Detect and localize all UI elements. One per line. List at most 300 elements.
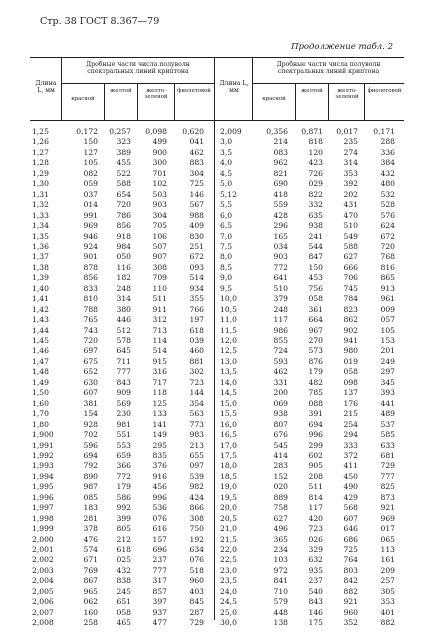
left-yellow-green-cell: 916 xyxy=(152,471,167,481)
left-yellow-cell: 588 xyxy=(116,179,131,189)
table-row xyxy=(0,608,427,619)
right-red-cell: 248 xyxy=(273,304,288,314)
right-red-cell: 758 xyxy=(273,503,288,513)
left-length-cell: 2,002 xyxy=(32,555,54,565)
left-length-cell: 1,49 xyxy=(32,377,49,387)
left-col-yellow: желтой xyxy=(110,88,132,94)
page-header: Стр. 38 ГОСТ 8.367—79 xyxy=(40,16,160,27)
left-length-header: Длина L, мм xyxy=(35,80,57,95)
left-yellow-green-cell: 701 xyxy=(152,168,167,178)
left-length-cell: 1,36 xyxy=(32,241,49,251)
left-red-cell: 720 xyxy=(83,336,98,345)
left-violet-cell: 773 xyxy=(189,419,204,429)
right-red-cell: 593 xyxy=(273,356,288,366)
left-violet-cell: 539 xyxy=(189,471,204,481)
left-violet-cell: 213 xyxy=(189,440,204,450)
left-red-cell: 281 xyxy=(83,513,98,523)
table-row xyxy=(0,451,427,462)
left-red-cell: 062 xyxy=(83,597,98,607)
table-row xyxy=(0,232,427,243)
right-yellow-cell: 058 xyxy=(308,294,323,304)
right-length-cell: 10,0 xyxy=(220,294,237,304)
right-yellow-cell: 843 xyxy=(308,597,323,607)
left-yellow-cell: 651 xyxy=(116,597,131,607)
left-yellow-green-cell: 312 xyxy=(152,315,167,325)
left-length-cell: 1,35 xyxy=(32,231,49,241)
left-yellow-green-cell: 376 xyxy=(152,461,167,471)
right-yellow-cell: 270 xyxy=(308,336,323,345)
left-length-cell: 1,26 xyxy=(32,137,49,147)
left-yellow-green-cell: 915 xyxy=(152,356,167,366)
left-red-cell: 160 xyxy=(83,607,98,617)
left-red-cell: 059 xyxy=(83,179,98,189)
left-length-cell: 1,29 xyxy=(32,168,49,178)
left-red-cell: 694 xyxy=(83,450,98,460)
right-group-header: Дробные части числа полуволн спектральных линий криптона xyxy=(276,61,381,76)
right-yellow-green-cell: 706 xyxy=(343,273,358,283)
left-red-cell: 856 xyxy=(83,273,98,283)
right-red-cell: 545 xyxy=(273,440,288,450)
right-yellow-cell: 540 xyxy=(308,586,323,596)
table-row xyxy=(0,535,427,546)
left-yellow-green-cell: 118 xyxy=(152,388,167,398)
left-yellow-green-cell: 125 xyxy=(152,398,167,408)
right-yellow-green-cell: 803 xyxy=(343,565,358,575)
right-yellow-cell: 482 xyxy=(308,377,323,387)
right-yellow-cell: 453 xyxy=(308,273,323,283)
left-length-cell: 1,47 xyxy=(32,356,49,366)
left-yellow-cell: 465 xyxy=(116,618,131,628)
right-red-cell: 0,356 xyxy=(266,127,288,136)
right-yellow-green-cell: 764 xyxy=(343,555,358,565)
left-yellow-green-cell: 705 xyxy=(152,221,167,231)
right-length-cell: 9,0 xyxy=(220,273,233,283)
right-violet-cell: 065 xyxy=(380,534,395,544)
left-yellow-cell: 212 xyxy=(116,534,131,544)
right-red-cell: 418 xyxy=(273,189,288,199)
left-yellow-cell: 838 xyxy=(116,576,131,586)
left-yellow-cell: 116 xyxy=(116,262,131,272)
left-violet-cell: 0,620 xyxy=(182,127,204,136)
right-violet-cell: 384 xyxy=(380,158,395,168)
right-length-cell: 7,5 xyxy=(220,241,233,251)
right-violet-cell: 209 xyxy=(380,565,395,575)
right-red-cell: 214 xyxy=(273,137,288,147)
right-yellow-cell: 602 xyxy=(308,450,323,460)
right-violet-cell: 882 xyxy=(380,618,395,628)
right-yellow-cell: 088 xyxy=(308,398,323,408)
right-length-cell: 20,0 xyxy=(220,503,237,513)
left-col-divider-1 xyxy=(104,83,105,120)
left-violet-cell: 197 xyxy=(189,315,204,325)
left-length-cell: 2,006 xyxy=(32,597,54,607)
right-length-cell: 8,0 xyxy=(220,252,233,262)
right-violet-cell: 969 xyxy=(380,513,395,523)
left-yellow-cell: 981 xyxy=(116,419,131,429)
right-violet-cell: 681 xyxy=(380,450,395,460)
left-yellow-green-cell: 857 xyxy=(152,586,167,596)
left-length-cell: 1,40 xyxy=(32,283,49,293)
left-yellow-cell: 182 xyxy=(116,273,131,283)
left-yellow-cell: 050 xyxy=(116,252,131,262)
right-length-cell: 10,5 xyxy=(220,304,237,314)
right-red-cell: 496 xyxy=(273,524,288,534)
right-violet-cell: 345 xyxy=(380,377,395,387)
left-length-cell: 1,27 xyxy=(32,147,49,157)
right-yellow-green-cell: 862 xyxy=(343,315,358,325)
right-yellow-cell: 573 xyxy=(308,346,323,356)
table-row xyxy=(0,576,427,587)
left-violet-cell: 514 xyxy=(189,273,204,283)
left-length-cell: 1,995 xyxy=(32,482,54,492)
left-violet-cell: 655 xyxy=(189,450,204,460)
right-yellow-cell: 391 xyxy=(308,409,323,419)
right-yellow-cell: 120 xyxy=(308,147,323,157)
right-yellow-green-cell: 960 xyxy=(343,607,358,617)
table-row xyxy=(0,315,427,326)
right-violet-cell: 576 xyxy=(380,210,395,220)
right-yellow-cell: 361 xyxy=(308,304,323,314)
left-red-cell: 150 xyxy=(83,137,98,147)
left-length-cell: 1,34 xyxy=(32,221,49,231)
right-yellow-green-cell: 549 xyxy=(343,231,358,241)
right-yellow-cell: 423 xyxy=(308,158,323,168)
left-red-cell: 381 xyxy=(83,398,98,408)
left-violet-cell: 723 xyxy=(189,377,204,387)
left-red-cell: 901 xyxy=(83,252,98,262)
right-violet-cell: 532 xyxy=(380,189,395,199)
left-red-cell: 630 xyxy=(83,377,98,387)
table-row xyxy=(0,127,427,138)
right-yellow-cell: 723 xyxy=(308,524,323,534)
left-length-cell: 1,999 xyxy=(32,524,54,534)
right-violet-cell: 720 xyxy=(380,241,395,251)
right-length-cell: 4,5 xyxy=(220,168,233,178)
right-red-cell: 676 xyxy=(273,430,288,440)
left-yellow-cell: 389 xyxy=(116,147,131,157)
right-yellow-cell: 935 xyxy=(308,565,323,575)
left-yellow-green-cell: 713 xyxy=(152,325,167,335)
table-row xyxy=(0,409,427,420)
left-red-cell: 788 xyxy=(83,304,98,314)
left-red-cell: 154 xyxy=(83,409,98,419)
right-yellow-green-cell: 941 xyxy=(343,336,358,345)
left-yellow-cell: 720 xyxy=(116,200,131,210)
left-yellow-green-cell: 996 xyxy=(152,492,167,502)
right-yellow-cell: 818 xyxy=(308,137,323,147)
right-violet-cell: 009 xyxy=(380,304,395,314)
left-yellow-cell: 777 xyxy=(116,367,131,377)
left-violet-cell: 988 xyxy=(189,210,204,220)
right-length-cell: 19,0 xyxy=(220,482,237,492)
left-yellow-green-cell: 835 xyxy=(152,450,167,460)
left-length-cell: 1,45 xyxy=(32,336,49,345)
table-row xyxy=(0,441,427,452)
right-yellow-green-cell: 098 xyxy=(343,377,358,387)
right-yellow-green-cell: 686 xyxy=(343,534,358,544)
left-yellow-green-cell: 106 xyxy=(152,231,167,241)
right-yellow-cell: 237 xyxy=(308,576,323,586)
right-yellow-green-cell: 823 xyxy=(343,304,358,314)
left-red-cell: 183 xyxy=(83,503,98,513)
right-length-cell: 21,0 xyxy=(220,524,237,534)
right-violet-cell: 257 xyxy=(380,576,395,586)
table-row xyxy=(0,242,427,253)
table-row xyxy=(0,211,427,222)
right-red-cell: 772 xyxy=(273,262,288,272)
right-yellow-green-cell: 588 xyxy=(343,241,358,251)
left-red-cell: 702 xyxy=(83,430,98,440)
table-row xyxy=(0,357,427,368)
right-red-cell: 855 xyxy=(273,336,288,345)
left-red-cell: 607 xyxy=(83,388,98,398)
left-violet-cell: 830 xyxy=(189,231,204,241)
right-yellow-cell: 726 xyxy=(308,168,323,178)
table-row xyxy=(0,597,427,608)
right-yellow-green-cell: 353 xyxy=(343,168,358,178)
right-violet-cell: 528 xyxy=(380,200,395,210)
right-violet-cell: 873 xyxy=(380,492,395,502)
left-violet-cell: 076 xyxy=(189,555,204,565)
right-length-cell: 22,0 xyxy=(220,545,237,554)
table-row xyxy=(0,566,427,577)
left-yellow-green-cell: 317 xyxy=(152,576,167,586)
right-length-cell: 23,0 xyxy=(220,565,237,575)
right-violet-cell: 624 xyxy=(380,221,395,231)
right-yellow-cell: 332 xyxy=(308,200,323,210)
left-length-cell: 1,48 xyxy=(32,367,49,377)
left-violet-cell: 460 xyxy=(189,346,204,356)
left-red-cell: 085 xyxy=(83,492,98,502)
left-violet-cell: 982 xyxy=(189,482,204,492)
left-col-red: красной xyxy=(71,96,95,102)
right-violet-cell: 336 xyxy=(380,147,395,157)
right-yellow-green-cell: 0,017 xyxy=(336,127,358,136)
right-red-cell: 331 xyxy=(273,377,288,387)
right-red-cell: 117 xyxy=(273,315,288,325)
left-yellow-cell: 366 xyxy=(116,461,131,471)
table-row xyxy=(0,461,427,472)
right-length-cell: 6,0 xyxy=(220,210,233,220)
left-yellow-cell: 314 xyxy=(116,294,131,304)
left-yellow-cell: 245 xyxy=(116,586,131,596)
left-length-cell: 2,003 xyxy=(32,565,54,575)
right-yellow-green-cell: 745 xyxy=(343,283,358,293)
right-yellow-green-cell: 510 xyxy=(343,221,358,231)
right-red-cell: 807 xyxy=(273,419,288,429)
right-violet-cell: 305 xyxy=(380,586,395,596)
right-yellow-cell: 785 xyxy=(308,388,323,398)
table-row xyxy=(0,346,427,357)
right-length-cell: 18,0 xyxy=(220,461,237,471)
right-red-cell: 152 xyxy=(273,471,288,481)
right-yellow-green-cell: 921 xyxy=(343,597,358,607)
right-length-cell: 3,5 xyxy=(220,147,233,157)
right-length-cell: 9,5 xyxy=(220,283,233,293)
table-row xyxy=(0,378,427,389)
left-red-cell: 867 xyxy=(83,576,98,586)
right-yellow-cell: 026 xyxy=(308,534,323,544)
right-length-cell: 14,0 xyxy=(220,377,237,387)
right-violet-cell: 432 xyxy=(380,168,395,178)
left-length-cell: 1,39 xyxy=(32,273,49,283)
left-violet-cell: 934 xyxy=(189,283,204,293)
right-yellow-green-cell: 058 xyxy=(343,367,358,377)
right-violet-cell: 297 xyxy=(380,367,395,377)
left-yellow-cell: 399 xyxy=(116,513,131,523)
right-length-cell: 14,5 xyxy=(220,388,237,398)
left-yellow-cell: 551 xyxy=(116,430,131,440)
left-length-cell: 2,008 xyxy=(32,618,54,628)
right-yellow-green-cell: 274 xyxy=(343,147,358,157)
right-yellow-cell: 664 xyxy=(308,315,323,325)
right-length-cell: 5,12 xyxy=(220,189,237,199)
left-red-cell: 946 xyxy=(83,231,98,241)
left-length-cell: 2,001 xyxy=(32,545,54,554)
right-violet-cell: 105 xyxy=(380,325,395,335)
left-yellow-green-cell: 237 xyxy=(152,555,167,565)
right-yellow-green-cell: 882 xyxy=(343,586,358,596)
right-violet-cell: 057 xyxy=(380,315,395,325)
left-length-cell: 1,33 xyxy=(32,210,49,220)
right-red-cell: 165 xyxy=(273,231,288,241)
right-violet-cell: 353 xyxy=(380,597,395,607)
left-yellow-cell: 805 xyxy=(116,524,131,534)
right-violet-cell: 825 xyxy=(380,482,395,492)
table-row xyxy=(0,252,427,263)
right-yellow-green-cell: 392 xyxy=(343,179,358,189)
left-violet-cell: 304 xyxy=(189,168,204,178)
left-yellow-cell: 248 xyxy=(116,283,131,293)
left-yellow-green-cell: 110 xyxy=(152,283,167,293)
left-red-cell: 987 xyxy=(83,482,98,492)
right-length-cell: 6,5 xyxy=(220,221,233,231)
left-col-divider-3 xyxy=(174,83,175,120)
left-length-cell: 1,996 xyxy=(32,492,54,502)
right-red-cell: 103 xyxy=(273,555,288,565)
left-red-cell: 652 xyxy=(83,367,98,377)
right-red-cell: 138 xyxy=(273,618,288,628)
right-red-cell: 283 xyxy=(273,461,288,471)
left-yellow-green-cell: 300 xyxy=(152,158,167,168)
right-length-cell: 19,5 xyxy=(220,492,237,502)
left-yellow-green-cell: 304 xyxy=(152,210,167,220)
left-length-cell: 1,70 xyxy=(32,409,49,419)
right-yellow-green-cell: 352 xyxy=(343,618,358,628)
right-red-cell: 986 xyxy=(273,325,288,335)
left-yellow-cell: 323 xyxy=(116,137,131,147)
left-red-cell: 596 xyxy=(83,440,98,450)
left-yellow-green-cell: 511 xyxy=(152,294,167,304)
right-red-cell: 020 xyxy=(273,482,288,492)
left-violet-cell: 881 xyxy=(189,356,204,366)
right-violet-cell: 777 xyxy=(380,471,395,481)
right-length-cell: 30,0 xyxy=(220,618,237,628)
right-violet-cell: 153 xyxy=(380,336,395,345)
left-violet-cell: 766 xyxy=(189,304,204,314)
left-red-cell: 037 xyxy=(83,189,98,199)
left-violet-cell: 845 xyxy=(189,597,204,607)
table-row xyxy=(0,169,427,180)
left-yellow-cell: 553 xyxy=(116,440,131,450)
left-yellow-green-cell: 536 xyxy=(152,503,167,513)
right-yellow-green-cell: 314 xyxy=(343,158,358,168)
left-yellow-green-cell: 503 xyxy=(152,189,167,199)
right-violet-cell: 441 xyxy=(380,398,395,408)
right-yellow-green-cell: 666 xyxy=(343,262,358,272)
left-yellow-green-cell: 114 xyxy=(152,336,167,345)
left-violet-cell: 750 xyxy=(189,524,204,534)
left-yellow-cell: 586 xyxy=(116,492,131,502)
right-length-cell: 4,0 xyxy=(220,158,233,168)
left-length-cell: 1,46 xyxy=(32,346,49,356)
table-top-rule xyxy=(30,57,404,58)
right-red-cell: 962 xyxy=(273,158,288,168)
left-violet-cell: 192 xyxy=(189,534,204,544)
right-yellow-cell: 996 xyxy=(308,430,323,440)
left-length-cell: 1,994 xyxy=(32,471,54,481)
left-violet-cell: 403 xyxy=(189,586,204,596)
left-red-cell: 765 xyxy=(83,315,98,325)
left-red-cell: 0,172 xyxy=(76,127,98,136)
left-yellow-green-cell: 157 xyxy=(152,534,167,544)
right-red-cell: 069 xyxy=(273,398,288,408)
right-length-cell: 16,0 xyxy=(220,419,237,429)
right-red-cell: 690 xyxy=(273,179,288,189)
left-violet-cell: 039 xyxy=(189,336,204,345)
left-length-cell: 1,80 xyxy=(32,419,49,429)
left-red-cell: 697 xyxy=(83,346,98,356)
left-yellow-green-cell: 397 xyxy=(152,597,167,607)
right-length-cell: 11,0 xyxy=(220,315,237,325)
left-yellow-cell: 569 xyxy=(116,398,131,408)
table-row xyxy=(0,524,427,535)
left-yellow-green-cell: 900 xyxy=(152,147,167,157)
right-col-red: красной xyxy=(262,96,286,102)
left-red-cell: 743 xyxy=(83,325,98,335)
right-length-cell: 18,5 xyxy=(220,471,237,481)
right-yellow-cell: 635 xyxy=(308,210,323,220)
left-violet-cell: 960 xyxy=(189,576,204,586)
right-red-cell: 821 xyxy=(273,168,288,178)
left-yellow-green-cell: 295 xyxy=(152,440,167,450)
right-length-cell: 5,0 xyxy=(220,179,233,189)
left-violet-cell: 302 xyxy=(189,367,204,377)
right-violet-cell: 113 xyxy=(380,545,395,554)
right-length-cell: 21,5 xyxy=(220,534,237,544)
table-row xyxy=(0,388,427,399)
right-yellow-cell: 756 xyxy=(308,283,323,293)
right-length-cell: 12,5 xyxy=(220,346,237,356)
left-red-cell: 671 xyxy=(83,555,98,565)
left-length-cell: 1,60 xyxy=(32,398,49,408)
left-length-cell: 1,28 xyxy=(32,158,49,168)
left-yellow-green-cell: 514 xyxy=(152,346,167,356)
right-yellow-cell: 241 xyxy=(308,231,323,241)
right-yellow-cell: 814 xyxy=(308,492,323,502)
left-red-cell: 378 xyxy=(83,524,98,534)
left-length-cell: 1,30 xyxy=(32,179,49,189)
left-length-cell: 1,42 xyxy=(32,304,49,314)
right-length-cell: 22,5 xyxy=(220,555,237,565)
left-violet-cell: 567 xyxy=(189,200,204,210)
right-yellow-green-cell: 725 xyxy=(343,545,358,554)
left-length-cell: 1,991 xyxy=(32,440,54,450)
right-violet-cell: 816 xyxy=(380,262,395,272)
right-violet-cell: 672 xyxy=(380,231,395,241)
right-violet-cell: 0,171 xyxy=(373,127,395,136)
left-col-divider-2 xyxy=(137,83,138,120)
